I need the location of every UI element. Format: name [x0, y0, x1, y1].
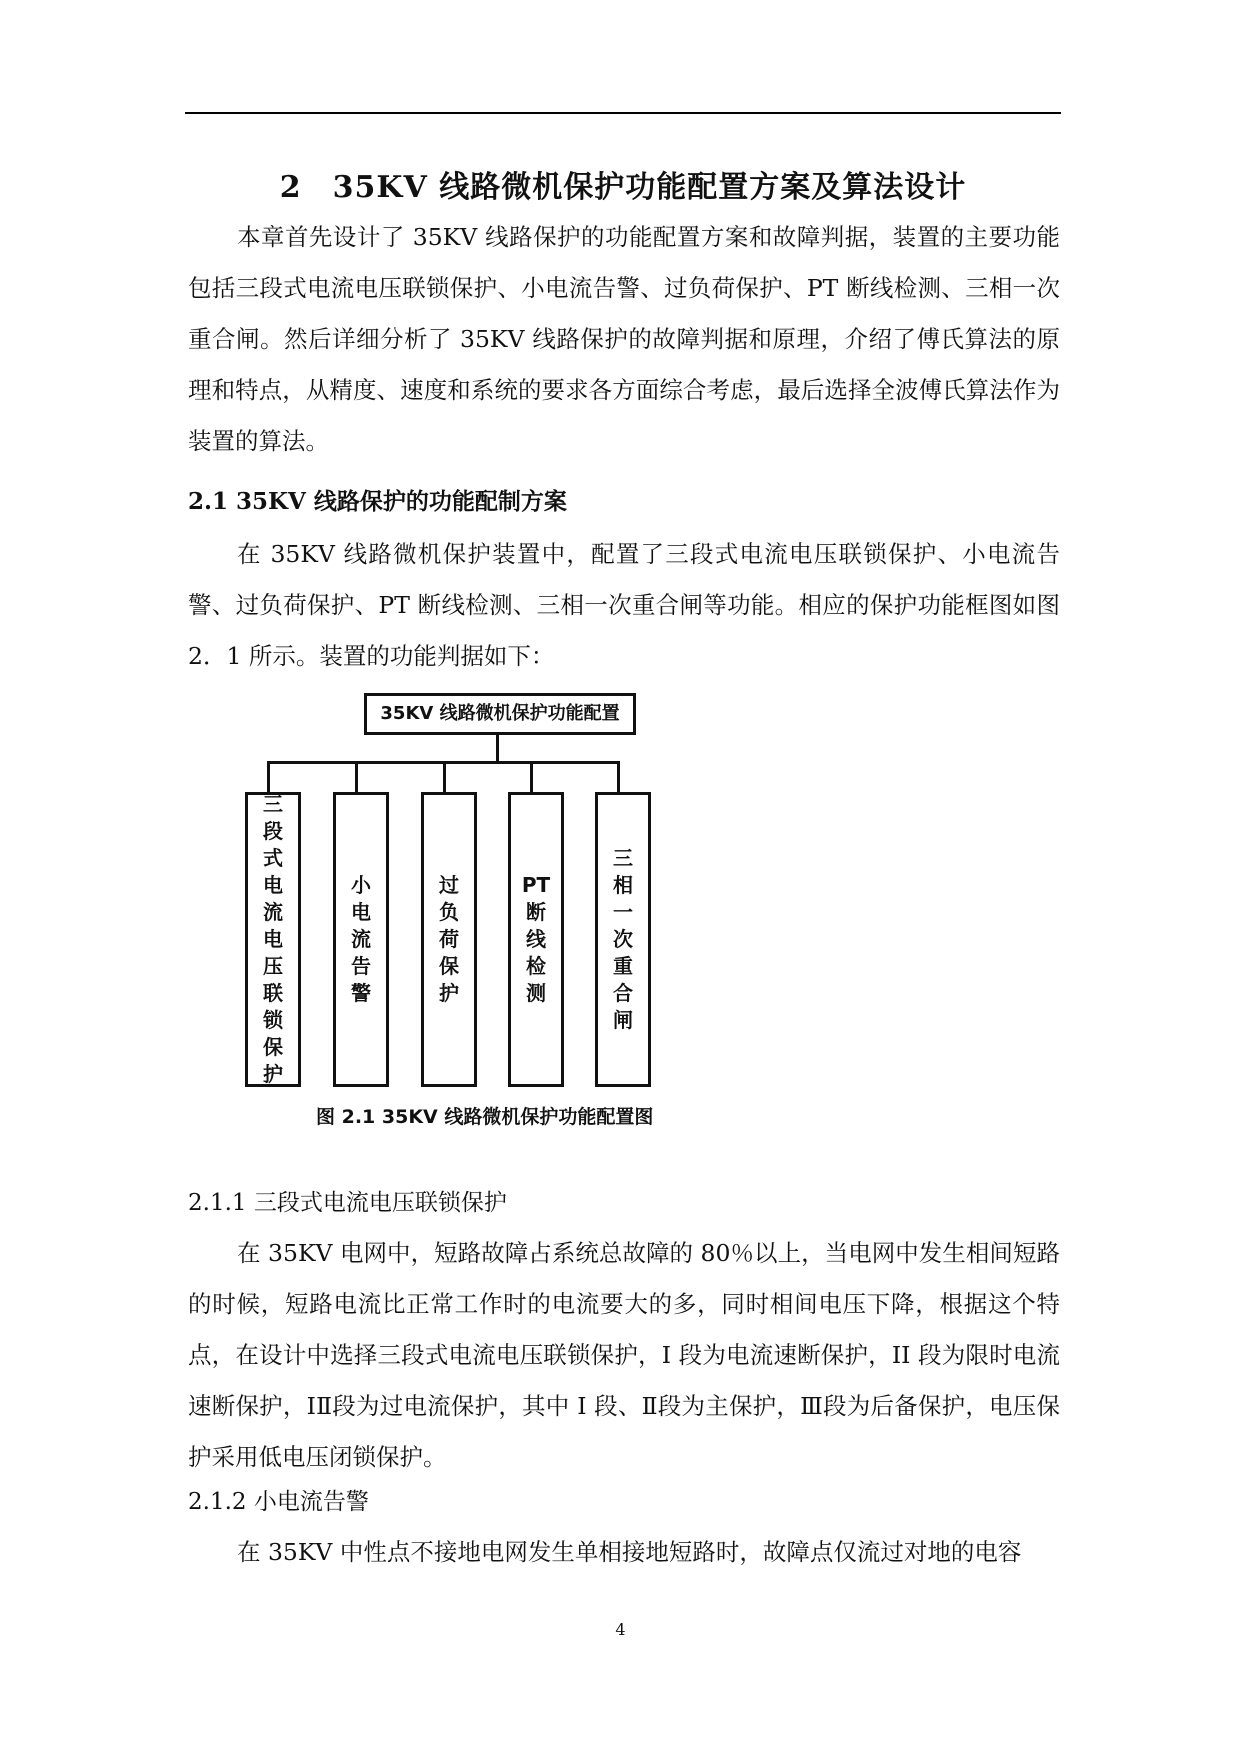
diagram-root-box: 35KV 线路微机保护功能配置: [364, 693, 636, 735]
box-char: 重: [613, 954, 633, 978]
box-char: 三: [263, 792, 283, 816]
connector-root-stem: [496, 735, 499, 762]
box-char: 电: [263, 927, 283, 951]
box-char: 荷: [439, 927, 459, 951]
box-vertical-text: [511, 795, 561, 1084]
box-char: 过: [439, 873, 459, 897]
box-char: 检: [526, 954, 546, 978]
box-char: 测: [526, 981, 546, 1005]
box-char: 流: [351, 927, 371, 951]
box-char: 警: [351, 981, 371, 1005]
connector-drop-3: [443, 761, 446, 792]
box-char: 护: [263, 1062, 283, 1086]
box-char: 护: [439, 981, 459, 1005]
box-char: 小: [351, 873, 371, 897]
connector-drop-4: [530, 761, 533, 792]
box-char: 闸: [613, 1008, 633, 1032]
function-box-pt-break: [508, 792, 564, 1087]
box-char: 电: [351, 900, 371, 924]
section-heading-2-1-1: 2.1.1 三段式电流电压联锁保护: [188, 1190, 507, 1216]
intro-paragraph: 本章首先设计了 35KV 线路保护的功能配置方案和故障判据，装置的主要功能包括三段式电流电压联锁保护、小电流告警、过负荷保护、PT 断线检测、三相一次重合闸。然后详细分析了 35KV 线路保护的故障判据和原理，介绍了傅氏算法的原理和特点，从精度、速度和系统的要求各方面综合考虑，最后选择全波傅氏算法作为装置的算法。: [188, 223, 1060, 455]
box-char: 断: [526, 900, 546, 924]
box-char: 次: [613, 927, 633, 951]
box-char: PT: [521, 873, 551, 897]
page-number: 4: [615, 1620, 626, 1639]
box-char: 保: [263, 1035, 283, 1059]
box-char: 联: [263, 981, 283, 1005]
box-char: 压: [263, 954, 283, 978]
function-box-small-current: [333, 792, 389, 1087]
box-vertical-text: [424, 795, 474, 1084]
chapter-title: 2 35KV 线路微机保护功能配置方案及算法设计: [279, 170, 967, 205]
box-char: 式: [263, 846, 283, 870]
box-char: 三: [613, 846, 633, 870]
box-char: 告: [351, 954, 371, 978]
box-char: 合: [613, 981, 633, 1005]
protection-function-diagram: [260, 685, 730, 1128]
section-2-1-2-paragraph: 在 35KV 中性点不接地电网发生单相接地短路时，故障点仅流过对地的电容: [237, 1538, 1022, 1566]
box-char: 流: [263, 900, 283, 924]
box-char: 相: [613, 873, 633, 897]
section-heading-2-1-2: 2.1.2 小电流告警: [188, 1489, 369, 1515]
box-vertical-text: [598, 795, 648, 1084]
figure-caption: 图 2.1 35KV 线路微机保护功能配置图: [316, 1106, 654, 1128]
header-rule: [185, 112, 1061, 114]
section-2-1-paragraph: 在 35KV 线路微机保护装置中，配置了三段式电流电压联锁保护、小电流告警、过负荷保护、PT 断线检测、三相一次重合闸等功能。相应的保护功能框图如图 2．1 所示。装置的功能判据如下：: [188, 540, 1060, 670]
section-2-1-1-paragraph: 在 35KV 电网中，短路故障占系统总故障的 80％以上，当电网中发生相间短路的时候，短路电流比正常工作时的电流要大的多，同时相间电压下降，根据这个特点，在设计中选择三段式电流电压联锁保护，I 段为电流速断保护，II 段为限时电流速断保护，IⅡ段为过电流保护，其中 I 段、Ⅱ段为主保护，Ⅲ段为后备保护，电压保护采用低电压闭锁保护。: [188, 1239, 1060, 1471]
function-box-reclose: [595, 792, 651, 1087]
function-box-three-stage: [245, 792, 301, 1087]
box-char: 负: [439, 900, 459, 924]
function-box-overload: [421, 792, 477, 1087]
connector-drop-5: [617, 761, 620, 792]
box-char: 一: [613, 900, 633, 924]
connector-drop-2: [355, 761, 358, 792]
box-char: 保: [439, 954, 459, 978]
box-vertical-text: [336, 795, 386, 1084]
box-char: 线: [526, 927, 546, 951]
section-heading-2-1: 2.1 35KV 线路保护的功能配制方案: [188, 488, 567, 515]
box-char: 电: [263, 873, 283, 897]
box-char: 锁: [263, 1008, 283, 1032]
connector-drop-1: [267, 761, 270, 792]
box-char: 段: [263, 819, 283, 843]
box-vertical-text: [248, 792, 298, 1086]
